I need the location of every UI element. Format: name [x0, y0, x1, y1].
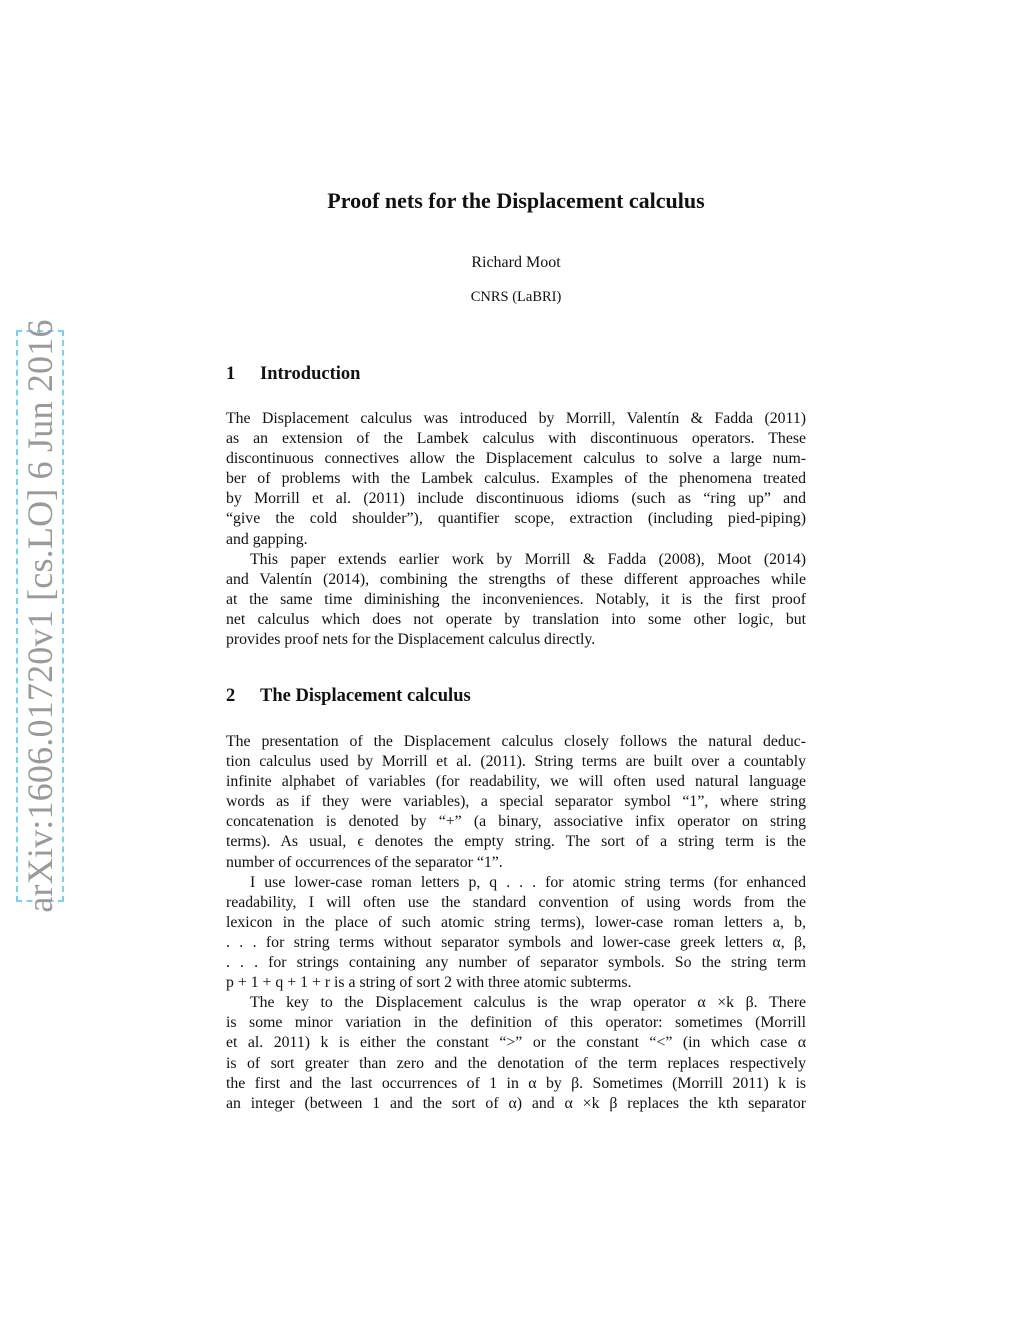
text-line: number of occurrences of the separator “1”. [226, 853, 503, 871]
text-line: The Displacement calculus was introduced by Morrill, Valentín & Fadda (2011) [226, 410, 806, 427]
text-line: lexicon in the place of such atomic string terms), lower-case roman letters a, b, [226, 913, 806, 931]
text-line: The presentation of the Displacement calculus closely follows the natural deduc- [226, 733, 806, 750]
text-line: readability, I will often use the standard convention of using words from the [226, 893, 806, 911]
text-line: the first and the last occurrences of 1 in α by β. Sometimes (Morrill 2011) k is [226, 1074, 806, 1092]
text-line: an integer (between 1 and the sort of α) and α ×k β replaces the kth separator [226, 1094, 806, 1112]
arxiv-identifier-stamp [16, 319, 64, 913]
text-line: by Morrill et al. (2011) include discontinuous idioms (such as “ring up” and [226, 490, 806, 508]
section-number: 1 [226, 364, 236, 384]
section-heading-displacement-calculus [226, 686, 471, 707]
text-line: tion calculus used by Morrill et al. (2011). String terms are built over a countably [226, 753, 806, 771]
text-line: words as if they were variables), a special separator symbol “1”, where string [226, 793, 806, 811]
text-line: and gapping. [226, 530, 308, 548]
text-line: ber of problems with the Lambek calculus. Examples of the phenomena treated [226, 470, 806, 488]
text-line: “give the cold shoulder”), quantifier scope, extraction (including pied-piping) [226, 510, 806, 528]
text-line: at the same time diminishing the inconveniences. Notably, it is the first proof [226, 590, 806, 608]
text-line: infinite alphabet of variables (for readability, we will often used natural language [226, 773, 806, 791]
text-line: is some minor variation in the definition of this operator: sometimes (Morrill [226, 1014, 806, 1032]
text-line: . . . for string terms without separator symbols and lower-case greek letters α, β, [226, 933, 806, 951]
text-line: as an extension of the Lambek calculus with discontinuous operators. These [226, 430, 806, 448]
author-affiliation: CNRS (LaBRI) [470, 289, 562, 305]
text-line: net calculus which does not operate by translation into some other logic, but [226, 610, 806, 628]
text-line: is of sort greater than zero and the denotation of the term replaces respectively [226, 1054, 806, 1072]
text-line: discontinuous connectives allow the Displacement calculus to solve a large num- [226, 450, 806, 468]
text-line: et al. 2011) k is either the constant “>” or the constant “<” (in which case α [226, 1034, 806, 1052]
text-line: and Valentín (2014), combining the strengths of these different approaches while [226, 570, 806, 588]
text-line: p + 1 + q + 1 + r is a string of sort 2 with three atomic subterms. [226, 974, 632, 992]
section-heading-introduction [226, 364, 360, 385]
section-number: 2 [226, 686, 236, 706]
paper-title: Proof nets for the Displacement calculus [327, 188, 705, 213]
arxiv-identifier: arXiv:1606.01720v1 [cs.LO] 6 Jun 2016 [20, 319, 60, 913]
section-title: The Displacement calculus [260, 686, 471, 706]
author-name: Richard Moot [471, 254, 561, 271]
text-line: The key to the Displacement calculus is the wrap operator α ×k β. There [250, 994, 806, 1012]
text-line: This paper extends earlier work by Morrill & Fadda (2008), Moot (2014) [250, 550, 806, 568]
text-line: I use lower-case roman letters p, q . . . for atomic string terms (for enhanced [250, 873, 806, 891]
text-line: terms). As usual, ϵ denotes the empty string. The sort of a string term is the [226, 833, 806, 851]
text-line: concatenation is denoted by “+” (a binary, associative infix operator on string [226, 813, 806, 831]
text-line: provides proof nets for the Displacement calculus directly. [226, 631, 596, 649]
introduction-paragraph-1 [226, 409, 806, 650]
displacement-paragraphs [226, 732, 806, 1114]
section-title: Introduction [260, 364, 361, 384]
text-line: . . . for strings containing any number of separator symbols. So the string term [226, 954, 806, 972]
